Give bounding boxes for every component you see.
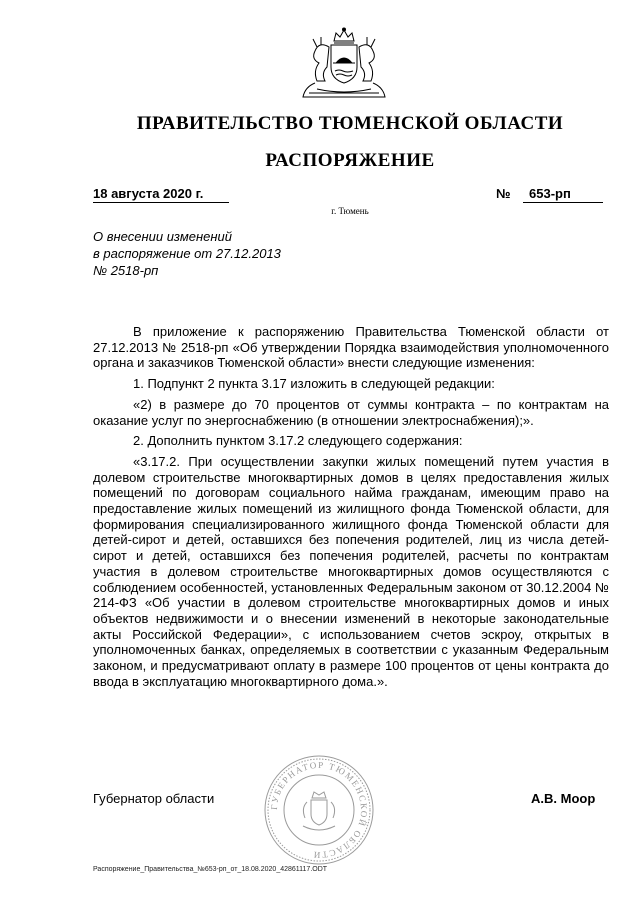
body-paragraph: В приложение к распоряжению Правительства Тюменской области от 27.12.2013 № 2518-рп «Об утверждении Порядка взаимодействия уполномоченного органа и заказчиков Тюменской области» внести следующие изменения: — [93, 324, 609, 371]
body-paragraph: 1. Подпункт 2 пункта 3.17 изложить в следующей редакции: — [133, 376, 495, 392]
seal-icon — [263, 754, 375, 866]
body-paragraph: «2) в размере до 70 процентов от суммы контракта – по контрактам на оказание услуг по энергоснабжению (в отношении электроснабжения);». — [93, 396, 609, 428]
number-sign: № — [496, 186, 511, 201]
document-subject — [93, 228, 353, 279]
signatory-position: Губернатор области — [93, 791, 215, 806]
subject-line: № 2518-рп — [93, 263, 159, 278]
subject-line: О внесении изменений — [93, 229, 232, 244]
signatory-name: А.В. Моор — [531, 791, 596, 806]
body-paragraph: 2. Дополнить пунктом 3.17.2 следующего содержания: — [133, 433, 463, 449]
document-kind-title: РАСПОРЯЖЕНИЕ — [265, 150, 435, 171]
footer-file-name: Распоряжение_Правительства_№653-рп_от_18.08.2020_42861117.ODT — [93, 866, 328, 873]
document-body — [93, 324, 609, 694]
document-number: 653-рп — [523, 186, 603, 203]
seal-text: ГУБЕРНАТОР ТЮМЕНСКОЙ ОБЛАСТИ — [268, 759, 370, 861]
subject-line: в распоряжение от 27.12.2013 — [93, 246, 281, 261]
body-paragraph: «3.17.2. При осуществлении закупки жилых помещений путем участия в долевом строительстве многоквартирных домов в целях предоставления жилых помещений по договорам социального найма гражданам, имеющим право на предоставление жилых помещений из жилищного фонда Тюменской области, для формирования специализированного жилищного фонда Тюменской области для детей-сирот и детей, оставшихся без попечения родителей, лиц из числа детей-сирот и детей, оставшихся без попечения родителей, расчеты по контрактам участия в долевом строительстве многоквартирных домов осуществляются с соблюдением особенностей, установленных Федеральным законом от 30.12.2004 № 214-ФЗ «Об участии в долевом строительстве многоквартирных домов и иных объектов недвижимости и о внесении изменений в некоторые законодательные акты Российской Федерации», с использованием счетов эскроу, открытых в уполномоченных банках, определяемых в соответствии с указанным Федеральным законом, и предусматривают оплату в размере 100 процентов от цены контракта до ввода в эксплуатацию многоквартирного дома.». — [93, 453, 609, 689]
coat-of-arms-icon — [295, 27, 393, 101]
government-title: ПРАВИТЕЛЬСТВО ТЮМЕНСКОЙ ОБЛАСТИ — [136, 113, 564, 134]
document-date: 18 августа 2020 г. — [93, 186, 229, 203]
city-label: г. Тюмень — [331, 206, 369, 216]
